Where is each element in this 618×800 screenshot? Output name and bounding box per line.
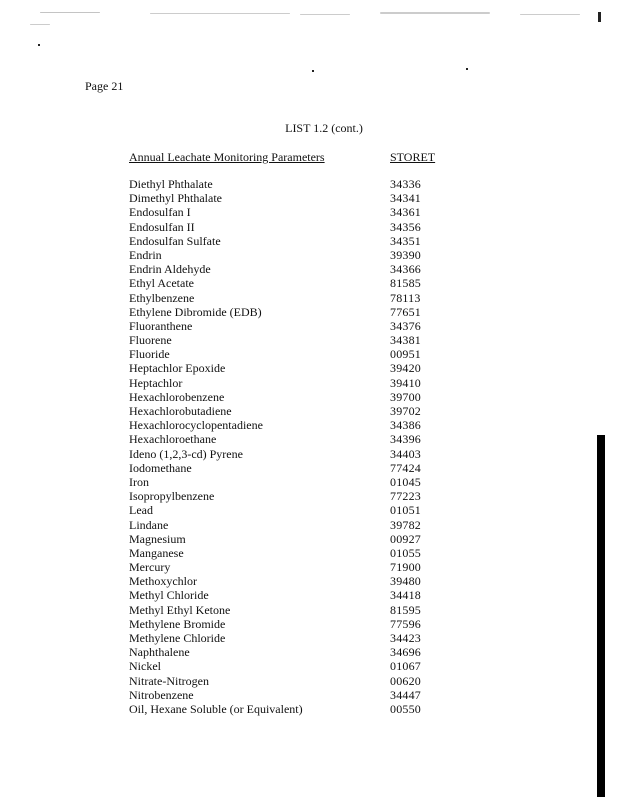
parameter-name: Hexachlorobenzene bbox=[129, 389, 225, 404]
list-row bbox=[0, 361, 618, 375]
parameter-name: Heptachlor bbox=[129, 375, 183, 390]
parameter-name: Nitrobenzene bbox=[129, 687, 194, 702]
scan-noise bbox=[300, 14, 350, 15]
storet-code: 01051 bbox=[390, 503, 421, 518]
list-row bbox=[0, 319, 618, 333]
storet-code: 34403 bbox=[390, 446, 421, 461]
list-row bbox=[0, 617, 618, 631]
list-row bbox=[0, 659, 618, 673]
parameter-name: Fluorene bbox=[129, 333, 172, 348]
list-row bbox=[0, 503, 618, 517]
storet-code: 34418 bbox=[390, 588, 421, 603]
list-row bbox=[0, 631, 618, 645]
list-row bbox=[0, 645, 618, 659]
list-row bbox=[0, 560, 618, 574]
list-row bbox=[0, 489, 618, 503]
storet-code: 01055 bbox=[390, 545, 421, 560]
parameter-name: Endrin bbox=[129, 247, 162, 262]
storet-code: 39480 bbox=[390, 574, 421, 589]
parameter-name: Nitrate-Nitrogen bbox=[129, 673, 209, 688]
list-row bbox=[0, 574, 618, 588]
parameter-name: Methyl Ethyl Ketone bbox=[129, 602, 231, 617]
storet-code: 77424 bbox=[390, 460, 421, 475]
parameter-name: Methoxychlor bbox=[129, 574, 197, 589]
parameter-name: Methyl Chloride bbox=[129, 588, 209, 603]
parameter-name: Naphthalene bbox=[129, 645, 190, 660]
list-row bbox=[0, 432, 618, 446]
storet-code: 00550 bbox=[390, 701, 421, 716]
parameter-name: Ethylene Dibromide (EDB) bbox=[129, 304, 262, 319]
parameter-list bbox=[0, 177, 618, 716]
parameter-name: Oil, Hexane Soluble (or Equivalent) bbox=[129, 701, 303, 716]
parameter-name: Dimethyl Phthalate bbox=[129, 191, 222, 206]
storet-code: 34366 bbox=[390, 262, 421, 277]
parameter-name: Nickel bbox=[129, 659, 161, 674]
list-row bbox=[0, 688, 618, 702]
list-row bbox=[0, 532, 618, 546]
storet-code: 00620 bbox=[390, 673, 421, 688]
parameter-name: Diethyl Phthalate bbox=[129, 177, 213, 191]
storet-code: 34341 bbox=[390, 191, 421, 206]
parameter-name: Iron bbox=[129, 474, 149, 489]
storet-code: 34361 bbox=[390, 205, 421, 220]
list-row bbox=[0, 674, 618, 688]
storet-code: 34696 bbox=[390, 645, 421, 660]
scan-noise bbox=[40, 12, 100, 13]
parameters-column-header: Annual Leachate Monitoring Parameters bbox=[129, 150, 325, 164]
list-row bbox=[0, 177, 618, 191]
parameter-name: Manganese bbox=[129, 545, 184, 560]
list-row bbox=[0, 546, 618, 560]
storet-code: 34423 bbox=[390, 631, 421, 645]
list-row bbox=[0, 603, 618, 617]
storet-code: 34351 bbox=[390, 233, 421, 248]
parameter-name: Hexachlorocyclopentadiene bbox=[129, 418, 263, 433]
list-row bbox=[0, 220, 618, 234]
storet-code: 34396 bbox=[390, 432, 421, 447]
parameter-name: Iodomethane bbox=[129, 460, 192, 475]
list-row bbox=[0, 234, 618, 248]
list-row bbox=[0, 333, 618, 347]
storet-code: 34386 bbox=[390, 418, 421, 433]
scan-noise bbox=[380, 12, 490, 14]
parameter-name: Heptachlor Epoxide bbox=[129, 361, 226, 376]
parameter-name: Methylene Bromide bbox=[129, 616, 226, 631]
list-row bbox=[0, 518, 618, 532]
storet-code: 77651 bbox=[390, 304, 421, 319]
scan-speck bbox=[312, 70, 314, 72]
storet-code: 34447 bbox=[390, 687, 421, 702]
parameter-name: Isopropylbenzene bbox=[129, 489, 215, 504]
storet-code: 81585 bbox=[390, 276, 421, 291]
scan-speck bbox=[466, 68, 468, 70]
page-number: Page 21 bbox=[85, 79, 124, 93]
storet-code: 39702 bbox=[390, 404, 421, 418]
storet-code: 77223 bbox=[390, 489, 421, 504]
parameter-name: Lindane bbox=[129, 517, 169, 532]
storet-code: 01067 bbox=[390, 659, 421, 674]
storet-code: 81595 bbox=[390, 602, 421, 617]
scan-noise bbox=[30, 24, 50, 25]
storet-code: 34336 bbox=[390, 177, 421, 191]
parameter-name: Endosulfan Sulfate bbox=[129, 233, 221, 248]
storet-code: 39420 bbox=[390, 361, 421, 376]
scan-noise bbox=[520, 14, 580, 15]
parameter-name: Fluoranthene bbox=[129, 318, 193, 333]
scan-speck bbox=[38, 44, 40, 46]
parameter-name: Endosulfan I bbox=[129, 205, 191, 220]
parameter-name: Ideno (1,2,3-cd) Pyrene bbox=[129, 446, 243, 461]
storet-code: 39700 bbox=[390, 389, 421, 404]
parameter-name: Hexachloroethane bbox=[129, 432, 217, 447]
scan-noise bbox=[150, 13, 290, 14]
list-row bbox=[0, 205, 618, 219]
list-row bbox=[0, 291, 618, 305]
storet-code: 00927 bbox=[390, 531, 421, 546]
list-title: LIST 1.2 (cont.) bbox=[285, 121, 363, 135]
storet-code: 39390 bbox=[390, 247, 421, 262]
parameter-name: Fluoride bbox=[129, 347, 170, 362]
parameter-name: Mercury bbox=[129, 560, 171, 575]
storet-code: 77596 bbox=[390, 616, 421, 631]
parameter-name: Ethylbenzene bbox=[129, 290, 195, 305]
scan-edge-bar bbox=[597, 435, 605, 797]
parameter-name: Endosulfan II bbox=[129, 219, 195, 234]
list-row bbox=[0, 305, 618, 319]
list-row bbox=[0, 461, 618, 475]
parameter-name: Endrin Aldehyde bbox=[129, 262, 211, 277]
scan-speck bbox=[598, 12, 601, 22]
storet-column-header: STORET bbox=[390, 150, 436, 164]
list-row bbox=[0, 418, 618, 432]
parameter-name: Magnesium bbox=[129, 531, 186, 546]
list-row bbox=[0, 588, 618, 602]
parameter-name: Lead bbox=[129, 503, 153, 518]
storet-code: 34356 bbox=[390, 219, 421, 234]
storet-code: 00951 bbox=[390, 347, 421, 362]
list-row bbox=[0, 191, 618, 205]
storet-code: 39782 bbox=[390, 517, 421, 532]
list-row bbox=[0, 376, 618, 390]
storet-code: 71900 bbox=[390, 560, 421, 575]
list-row bbox=[0, 404, 618, 418]
list-row bbox=[0, 475, 618, 489]
parameter-name: Hexachlorobutadiene bbox=[129, 404, 232, 418]
list-row bbox=[0, 447, 618, 461]
parameter-name: Methylene Chloride bbox=[129, 631, 226, 645]
storet-code: 01045 bbox=[390, 474, 421, 489]
parameter-name: Ethyl Acetate bbox=[129, 276, 194, 291]
list-row bbox=[0, 248, 618, 262]
list-row bbox=[0, 390, 618, 404]
list-row bbox=[0, 262, 618, 276]
storet-code: 34381 bbox=[390, 333, 421, 348]
storet-code: 34376 bbox=[390, 318, 421, 333]
list-row bbox=[0, 347, 618, 361]
list-row bbox=[0, 702, 618, 716]
list-row bbox=[0, 276, 618, 290]
storet-code: 78113 bbox=[390, 290, 421, 305]
storet-code: 39410 bbox=[390, 375, 421, 390]
